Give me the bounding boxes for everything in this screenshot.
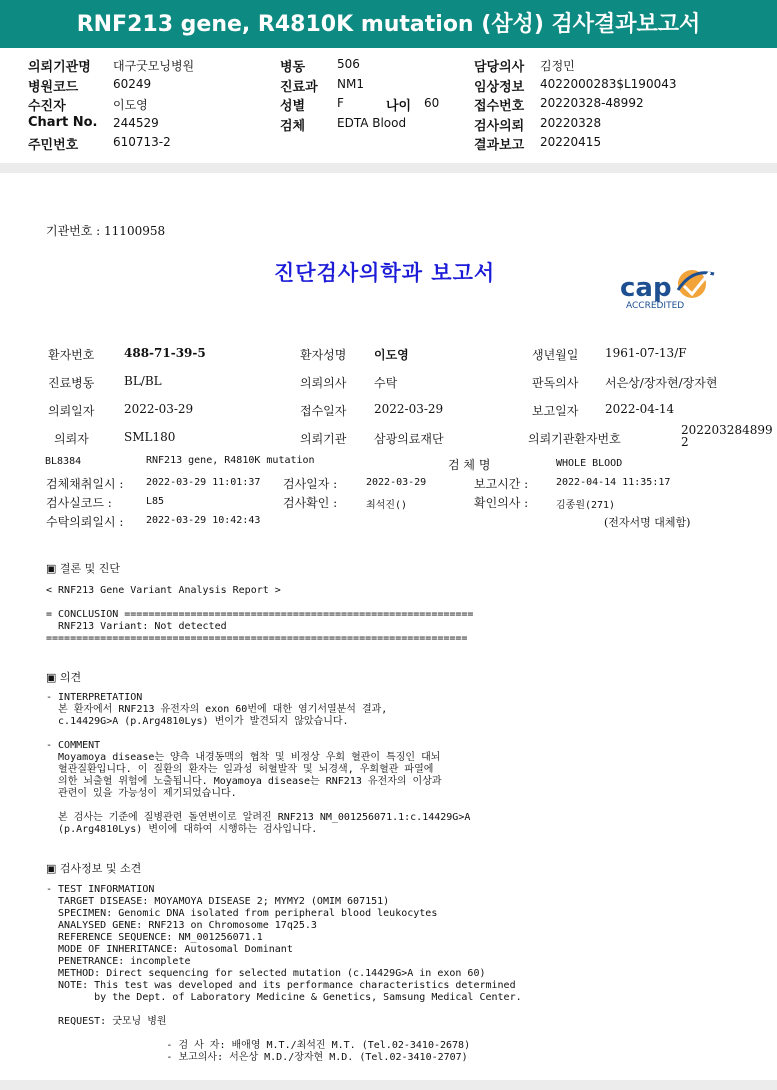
info-label: 환자번호 — [48, 348, 95, 362]
cap-accredited-logo — [618, 264, 718, 312]
section-testinfo-title: ▣ 검사정보 및 소견 — [46, 862, 142, 875]
col1-value: 60249 — [113, 76, 152, 91]
info-value: 488-71-39-5 — [124, 346, 206, 360]
section-conclusion-body: < RNF213 Gene Variant Analysis Report > = CONCLUSION ========================================================== RNF213 Variant: Not detected ====================================================================== — [46, 585, 474, 644]
info-label: 의뢰일자 — [48, 404, 95, 418]
meta-label: 검사실코드 : — [46, 496, 112, 510]
meta-label: 보고시간 : — [474, 477, 529, 491]
meta-value: 김종원(271) — [556, 500, 616, 511]
col3-label: 접수번호 — [474, 99, 525, 114]
meta-label: 확인의사 : — [474, 496, 529, 510]
info-value: 삼광의료재단 — [374, 432, 444, 446]
col1-label: 의뢰기관명 — [28, 60, 91, 75]
col1-label: Chart No. — [28, 114, 98, 130]
meta-value: 2022-03-29 11:01:37 — [146, 477, 261, 488]
meta-label: 수탁의뢰일시 : — [46, 515, 124, 529]
col3-label: 담당의사 — [474, 60, 525, 75]
col2-label: 진료과 — [280, 79, 318, 95]
info-label: 생년월일 — [532, 348, 579, 362]
meta-value: 2022-03-29 — [366, 477, 427, 488]
info-value: 이도영 — [374, 348, 409, 362]
col3-value: 4022000283$L190043 — [540, 76, 677, 91]
bottom-divider — [0, 1080, 777, 1090]
cap-logo-accredited: ACCREDITED — [626, 301, 685, 311]
section-testinfo-body: - TEST INFORMATION TARGET DISEASE: MOYAMOYA DISEASE 2; MYMY2 (OMIM 607151) SPECIMEN: Genomic DNA isolated from peripheral blood leukocytes ANALYSED GENE: RNF213 on Chromosome 17q25.3 REFERENCE SEQUENCE: NM_001256071.1 MODE OF INHERITANCE: Autosomal Dominant PENETRANCE: incomplete METHOD: Direct sequencing for selected mutation (c.14429G>A in exon 60) NOTE: This test was developed and its performance characteristics determined by the Dept. of Laboratory Medicine & Genetics, Samsung Medical Center. REQUEST: 굿모닝 병원 - 검 사 자: 배애영 M.T./최석진 M.T. (Tel.02-3410-2678) - 보고의사: 서은상 M.D./장자현 M.D. (Tel.02-3410-2707) — [46, 884, 522, 1063]
info-label: 환자성명 — [300, 348, 347, 362]
meta-value: 2022-03-29 10:42:43 — [146, 515, 261, 526]
col2-label: 병동 — [280, 60, 306, 75]
ref-patient-no-line2: 2 — [681, 435, 689, 449]
meta-value: 최석진() — [366, 500, 408, 511]
info-label: 의뢰의사 — [300, 376, 347, 390]
info-value: 서은상/장자현/장자현 — [605, 376, 718, 390]
col1-label: 병원코드 — [28, 79, 79, 95]
info-label: 의뢰자 — [54, 432, 89, 446]
col2-value: F — [337, 96, 344, 110]
col2-label: 성별 — [280, 99, 306, 114]
info-value: 202203284899 — [681, 423, 773, 437]
info-label: 판독의사 — [532, 376, 579, 390]
meta-label: 검체채취일시 : — [46, 477, 124, 491]
info-value: 2022-03-29 — [124, 402, 194, 416]
col1-value: 대구굿모닝병원 — [113, 59, 195, 73]
info-label: 의뢰기관 — [300, 432, 347, 446]
col1-label: 주민번호 — [28, 138, 79, 153]
col2-value: EDTA Blood — [337, 115, 407, 130]
col3-label: 결과보고 — [474, 138, 525, 153]
info-label: 의뢰기관환자번호 — [528, 432, 621, 446]
info-value: SML180 — [124, 430, 176, 444]
e-signature-note: (전자서명 대체함) — [604, 516, 691, 529]
info-value: 2022-04-14 — [605, 402, 675, 416]
cap-logo-text: cap — [620, 273, 672, 303]
specimen-label: 검 체 명 — [448, 458, 491, 472]
age-value: 60 — [424, 96, 440, 110]
section-divider — [0, 163, 777, 173]
test-name: RNF213 gene, R4810K mutation — [146, 455, 315, 466]
col2-value: 506 — [337, 57, 360, 71]
col1-value: 244529 — [113, 115, 159, 130]
info-label: 접수일자 — [300, 404, 347, 418]
col1-value: 이도영 — [113, 98, 148, 112]
report-title: 진단검사의학과 보고서 — [274, 261, 496, 285]
section-opinion-body: - INTERPRETATION 본 환자에서 RNF213 유전자의 exon 60번에 대한 염기서열분석 결과, c.14429G>A (p.Arg4810Lys) 변이가 발견되지 않았습니다. - COMMENT Moyamoya disease는 양측 내경동맥의 협착 및 비정상 우회 혈관이 특징인 대뇌 혈관질환입니다. 이 질환의 환자는 일과성 허혈발작 및 뇌경색, 우회혈관 파열에 의한 뇌출혈 위험에 노출됩니다. Moyamoya disease는 RNF213 유전자의 이상과 관련이 있을 가능성이 제기되었습니다. 본 검사는 기준에 질병관련 돌연변이로 알려진 RNF213 NM_001256071.1:c.14429G>A (p.Arg4810Lys) 변이에 대하여 시행하는 검사입니다. — [46, 692, 471, 835]
test-code: BL8384 — [45, 456, 82, 467]
info-label: 진료병동 — [48, 376, 95, 390]
info-value: 수탁 — [374, 376, 398, 390]
col1-label: 수진자 — [28, 99, 66, 114]
meta-label: 검사확인 : — [283, 496, 338, 510]
col3-label: 검사의뢰 — [474, 118, 525, 134]
col3-value: 20220328 — [540, 115, 602, 130]
col2-value: NM1 — [337, 76, 364, 91]
age-label: 나이 — [386, 99, 412, 114]
info-value: 2022-03-29 — [374, 402, 444, 416]
meta-label: 검사일자 : — [283, 477, 338, 491]
info-label: 보고일자 — [532, 404, 579, 418]
meta-value: 2022-04-14 11:35:17 — [556, 477, 671, 488]
section-conclusion-title: ▣ 결론 및 진단 — [46, 562, 121, 575]
col3-value: 20220328-48992 — [540, 96, 644, 110]
col3-value: 김정민 — [540, 59, 575, 73]
institution-number: 기관번호 : 11100958 — [46, 224, 166, 238]
col3-label: 임상정보 — [474, 79, 525, 95]
info-value: BL/BL — [124, 374, 162, 388]
col2-label: 검체 — [280, 118, 306, 134]
section-opinion-title: ▣ 의견 — [46, 671, 82, 684]
specimen-value: WHOLE BLOOD — [556, 458, 623, 469]
col1-value: 610713-2 — [113, 135, 171, 149]
info-value: 1961-07-13/F — [605, 346, 687, 360]
meta-value: L85 — [146, 496, 165, 507]
col3-value: 20220415 — [540, 135, 602, 149]
page-title: RNF213 gene, R4810K mutation (삼성) 검사결과보고서 — [0, 0, 777, 48]
